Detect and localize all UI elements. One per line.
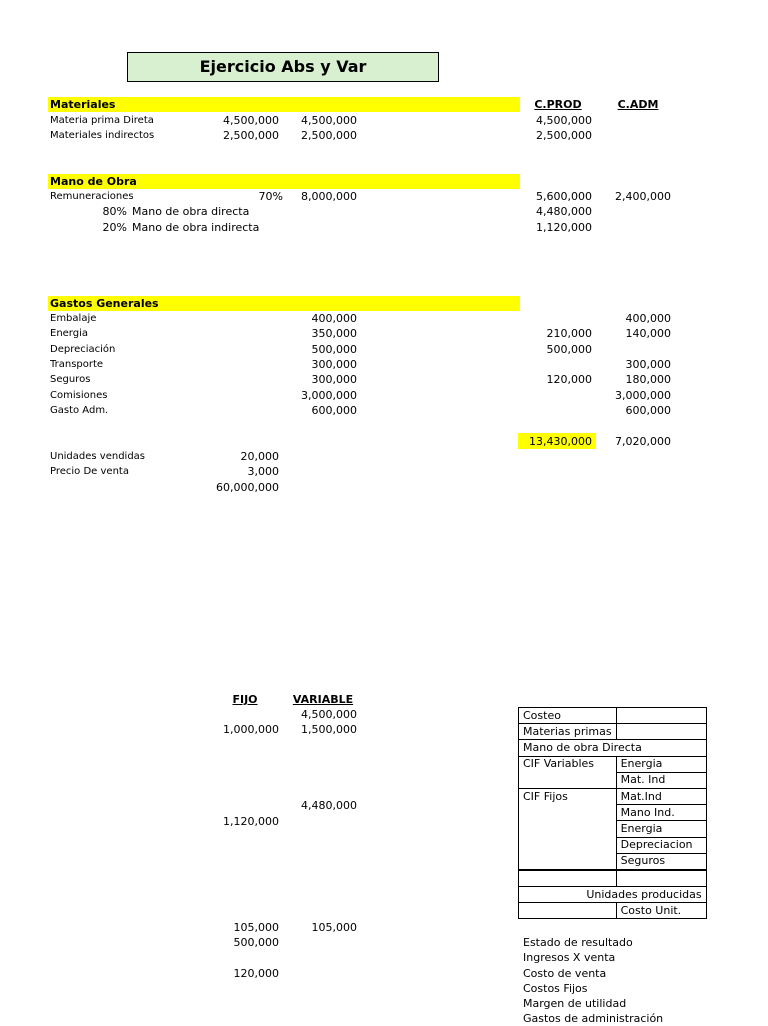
- costeo-row: [519, 887, 707, 903]
- costeo-row: [519, 756, 707, 772]
- header-cprod: C.PROD: [534, 98, 582, 111]
- costeo-cell: CIF Fijos: [519, 788, 617, 804]
- moi-label: Mano de obra indirecta: [132, 221, 260, 234]
- costeo-cell: Seguros: [616, 853, 706, 870]
- estado-item: Costos Fijos: [523, 982, 588, 995]
- gasto-val: 500,000: [311, 343, 357, 356]
- materiales-row-cprod: 2,500,000: [536, 129, 592, 142]
- costeo-cell: [519, 853, 617, 870]
- estado-item: Ingresos X venta: [523, 951, 616, 964]
- precio-venta-label: Precio De venta: [50, 466, 129, 477]
- materiales-row-cprod: 4,500,000: [536, 114, 592, 127]
- gasto-cadm: 400,000: [625, 312, 671, 325]
- costeo-cell: Mat.Ind: [616, 788, 706, 804]
- gasto-cadm: 140,000: [625, 327, 671, 340]
- estado-item: Estado de resultado: [523, 936, 633, 949]
- costeo-cell: Materias primas: [519, 724, 617, 740]
- costeo-row: [519, 837, 707, 853]
- ingreso-total: 60,000,000: [216, 481, 279, 494]
- costeo-cell: [519, 870, 617, 887]
- materiales-row-name: Materiales indirectos: [50, 130, 155, 141]
- gasto-val: 600,000: [311, 404, 357, 417]
- gasto-val: 300,000: [311, 358, 357, 371]
- materiales-row-b: 2,500,000: [301, 129, 357, 142]
- gasto-val: 400,000: [311, 312, 357, 325]
- gasto-name: Gasto Adm.: [50, 405, 109, 416]
- costeo-cell: Mano de obra Directa: [519, 740, 707, 756]
- costeo-cell: [616, 708, 706, 724]
- costeo-cell: Energia: [616, 821, 706, 837]
- estado-item: Costo de venta: [523, 967, 607, 980]
- fijo-value: 1,000,000: [223, 723, 279, 736]
- gasto-name: Seguros: [50, 374, 91, 385]
- gasto-cadm: 3,000,000: [615, 389, 671, 402]
- costeo-cell: [519, 837, 617, 853]
- variable-value: 4,480,000: [301, 799, 357, 812]
- costeo-cell: CIF Variables: [519, 756, 617, 772]
- remuneraciones-cprod: 5,600,000: [536, 190, 592, 203]
- remuneraciones-total: 8,000,000: [301, 190, 357, 203]
- materiales-row-a: 4,500,000: [223, 114, 279, 127]
- costeo-table: [518, 707, 707, 919]
- variable-value: 1,500,000: [301, 723, 357, 736]
- costeo-row: [519, 853, 707, 870]
- costeo-row: [519, 788, 707, 804]
- remuneraciones-pct: 70%: [258, 190, 283, 203]
- total-cprod: 13,430,000: [529, 435, 592, 448]
- fijo-value: 500,000: [233, 936, 279, 949]
- gasto-name: Depreciación: [50, 344, 116, 355]
- costeo-cell: [616, 724, 706, 740]
- precio-venta-value: 3,000: [247, 465, 279, 478]
- gasto-cprod: 120,000: [546, 373, 592, 386]
- gasto-val: 3,000,000: [301, 389, 357, 402]
- costeo-row: [519, 821, 707, 837]
- costeo-cell: [519, 903, 617, 919]
- header-cadm: C.ADM: [617, 98, 659, 111]
- costeo-row: [519, 740, 707, 756]
- gasto-val: 350,000: [311, 327, 357, 340]
- costeo-row: [519, 708, 707, 724]
- fijo-value: 105,000: [233, 921, 279, 934]
- costeo-cell: [519, 805, 617, 821]
- remuneraciones-label: Remuneraciones: [50, 191, 134, 202]
- costeo-cell: [616, 870, 706, 887]
- costeo-cell: Mat. Ind: [616, 772, 706, 788]
- gasto-name: Embalaje: [50, 313, 97, 324]
- header-variable: VARIABLE: [292, 693, 354, 706]
- materiales-row-name: Materia prima Direta: [50, 115, 154, 126]
- gastos-label: Gastos Generales: [50, 297, 159, 310]
- materiales-row-a: 2,500,000: [223, 129, 279, 142]
- gasto-name: Transporte: [50, 359, 104, 370]
- costeo-cell: Energia: [616, 756, 706, 772]
- costeo-cell: Depreciacion: [616, 837, 706, 853]
- costeo-cell: Costeo: [519, 708, 617, 724]
- materiales-bar: [48, 97, 520, 112]
- costeo-cell: [519, 821, 617, 837]
- gasto-cadm: 300,000: [625, 358, 671, 371]
- costeo-cell: Mano Ind.: [616, 805, 706, 821]
- costeo-cell: Unidades producidas: [519, 887, 707, 903]
- costeo-row: [519, 724, 707, 740]
- materiales-row-b: 4,500,000: [301, 114, 357, 127]
- unidades-vendidas-value: 20,000: [240, 450, 279, 463]
- materiales-label: Materiales: [50, 98, 116, 111]
- fijo-value: 120,000: [233, 967, 279, 980]
- estado-item: Gastos de administración: [523, 1012, 664, 1025]
- gasto-cadm: 180,000: [625, 373, 671, 386]
- gasto-name: Energia: [50, 328, 88, 339]
- mod-pct: 80%: [102, 205, 127, 218]
- gasto-cprod: 210,000: [546, 327, 592, 340]
- estado-item: Margen de utilidad: [523, 997, 627, 1010]
- sheet-title: Ejercicio Abs y Var: [127, 52, 439, 82]
- total-cadm: 7,020,000: [615, 435, 671, 448]
- header-fijo: FIJO: [232, 693, 258, 706]
- costeo-cell: Costo Unit.: [616, 903, 706, 919]
- moi-cprod: 1,120,000: [536, 221, 592, 234]
- mano-obra-label: Mano de Obra: [50, 175, 137, 188]
- costeo-row: [519, 903, 707, 919]
- gasto-cprod: 500,000: [546, 343, 592, 356]
- gasto-name: Comisiones: [50, 390, 108, 401]
- mod-label: Mano de obra directa: [132, 205, 250, 218]
- gasto-val: 300,000: [311, 373, 357, 386]
- variable-value: 4,500,000: [301, 708, 357, 721]
- moi-pct: 20%: [102, 221, 127, 234]
- costeo-row: [519, 772, 707, 788]
- gasto-cadm: 600,000: [625, 404, 671, 417]
- remuneraciones-cadm: 2,400,000: [615, 190, 671, 203]
- costeo-cell: [519, 772, 617, 788]
- variable-value: 105,000: [311, 921, 357, 934]
- costeo-row: [519, 870, 707, 887]
- unidades-vendidas-label: Unidades vendidas: [50, 451, 146, 462]
- costeo-row: [519, 805, 707, 821]
- fijo-value: 1,120,000: [223, 815, 279, 828]
- mod-cprod: 4,480,000: [536, 205, 592, 218]
